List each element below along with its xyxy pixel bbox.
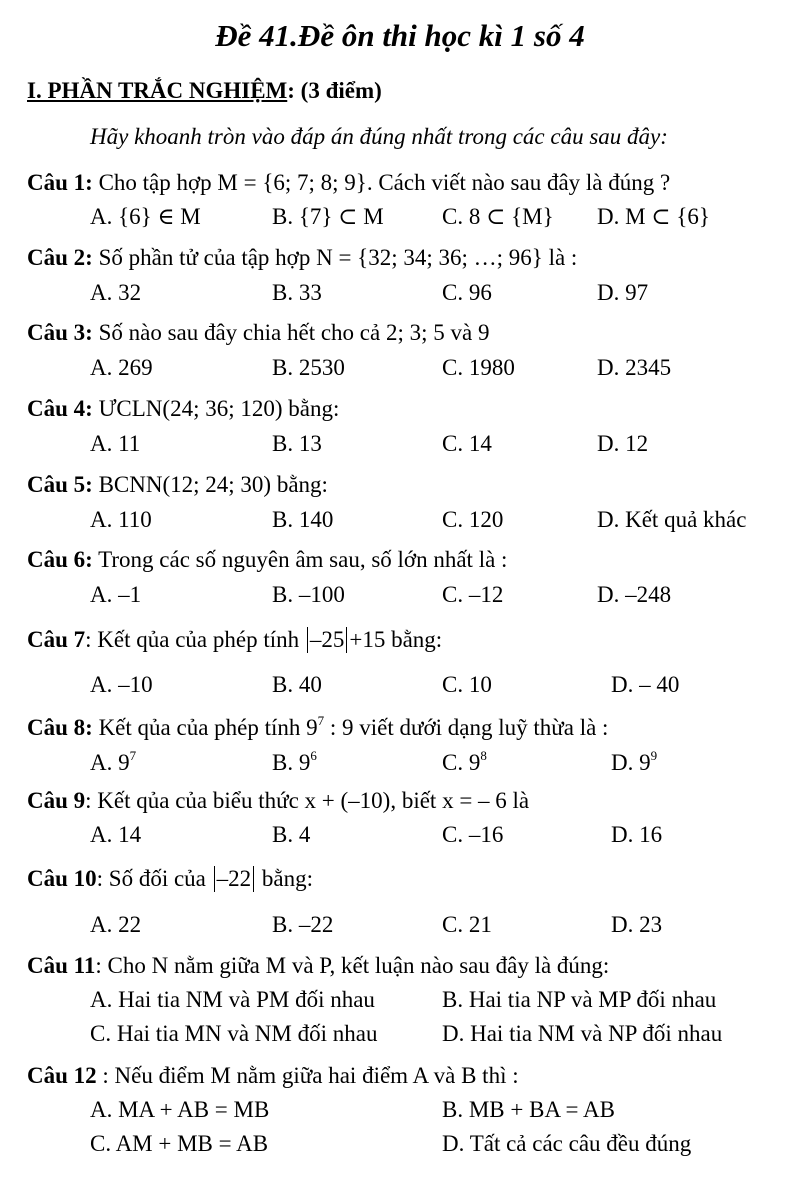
- option-c[interactable]: C. 1980: [442, 355, 515, 380]
- option-exponent: 7: [129, 748, 137, 763]
- option-b[interactable]: B. 2530: [272, 355, 345, 380]
- option-b[interactable]: [272, 748, 317, 776]
- option-d[interactable]: D. M ⊂ {6}: [597, 204, 710, 229]
- option-base: C. 9: [442, 750, 481, 775]
- option-b[interactable]: B. MB + BA = AB: [442, 1097, 615, 1122]
- absolute-value: –22: [214, 866, 255, 892]
- option-d[interactable]: D. 12: [597, 431, 649, 456]
- option-c[interactable]: C. 96: [442, 280, 492, 305]
- option-b[interactable]: B. 4: [272, 822, 311, 847]
- option-b[interactable]: B. 40: [272, 672, 322, 697]
- option-a[interactable]: A. –1: [90, 582, 142, 607]
- option-base: A. 9: [90, 750, 130, 775]
- exponent: 7: [317, 713, 325, 728]
- option-base: B. 9: [272, 750, 311, 775]
- option-c[interactable]: C. 10: [442, 672, 492, 697]
- question-9: [27, 788, 529, 814]
- option-c[interactable]: C. 8 ⊂ {M}: [442, 204, 554, 229]
- option-exponent: 8: [480, 748, 487, 763]
- question-2: [27, 245, 577, 271]
- question-text: : Kết qủa của biểu thức x + (–10), biết x = – 6 là: [85, 788, 530, 813]
- option-b[interactable]: B. Hai tia NP và MP đối nhau: [442, 987, 717, 1012]
- question-8: [27, 713, 608, 741]
- question-7: [27, 627, 442, 653]
- option-d[interactable]: D. –248: [597, 582, 672, 607]
- section-heading: [27, 78, 382, 104]
- question-text: Số phần tử của tập hợp N = {32; 34; 36; …; 96} là :: [92, 245, 578, 270]
- section-points: : (3 điểm): [287, 78, 382, 103]
- question-text-after: : 9 viết dưới dạng luỹ thừa là :: [324, 715, 609, 740]
- question-label: Câu 9: [27, 788, 86, 813]
- option-a[interactable]: A. –10: [90, 672, 153, 697]
- option-d[interactable]: D. 2345: [597, 355, 672, 380]
- question-text: Trong các số nguyên âm sau, số lớn nhất là :: [92, 547, 508, 572]
- question-text: : Nếu điểm M nằm giữa hai điểm A và B thì :: [96, 1063, 519, 1088]
- option-a[interactable]: A. MA + AB = MB: [90, 1097, 270, 1122]
- option-d[interactable]: D. Kết quả khác: [597, 507, 747, 532]
- option-c[interactable]: C. Hai tia MN và NM đối nhau: [90, 1021, 378, 1046]
- question-label: Câu 2:: [27, 245, 93, 270]
- question-6: [27, 547, 507, 573]
- absolute-value: –25: [307, 627, 348, 653]
- question-text: : Cho N nằm giữa M và P, kết luận nào sau đây là đúng:: [95, 953, 610, 978]
- option-c[interactable]: C. –12: [442, 582, 504, 607]
- option-a[interactable]: A. {6} ∈ M: [90, 204, 201, 229]
- option-d[interactable]: D. 23: [611, 912, 663, 937]
- question-text: Cho tập hợp M = {6; 7; 8; 9}. Cách viết nào sau đây là đúng ?: [92, 170, 671, 195]
- question-4: [27, 396, 339, 422]
- option-b[interactable]: B. {7} ⊂ M: [272, 204, 384, 229]
- option-a[interactable]: [90, 748, 136, 776]
- option-a[interactable]: A. 14: [90, 822, 142, 847]
- question-text: ƯCLN(24; 36; 120) bằng:: [92, 396, 340, 421]
- option-c[interactable]: C. AM + MB = AB: [90, 1131, 269, 1156]
- option-b[interactable]: B. 13: [272, 431, 322, 456]
- option-c[interactable]: C. 14: [442, 431, 492, 456]
- question-label: Câu 8:: [27, 715, 93, 740]
- question-5: [27, 472, 328, 498]
- question-label: Câu 7: [27, 627, 86, 652]
- question-text-after: +15 bằng:: [349, 627, 443, 652]
- option-a[interactable]: A. 110: [90, 507, 152, 532]
- question-label: Câu 1:: [27, 170, 93, 195]
- instruction: Hãy khoanh tròn vào đáp án đúng nhất trong các câu sau đây:: [90, 124, 668, 149]
- option-c[interactable]: C. –16: [442, 822, 504, 847]
- option-d[interactable]: D. 97: [597, 280, 649, 305]
- question-label: Câu 6:: [27, 547, 93, 572]
- option-a[interactable]: A. 32: [90, 280, 142, 305]
- question-text-before: : Kết qủa của phép tính: [85, 627, 305, 652]
- option-d[interactable]: D. 16: [611, 822, 663, 847]
- option-d[interactable]: [611, 748, 657, 776]
- question-label: Câu 5:: [27, 472, 93, 497]
- option-d[interactable]: D. Hai tia NM và NP đối nhau: [442, 1021, 723, 1046]
- option-base: D. 9: [611, 750, 651, 775]
- page-title: Đề 41.Đề ôn thi học kì 1 số 4: [215, 18, 585, 53]
- option-a[interactable]: A. Hai tia NM và PM đối nhau: [90, 987, 375, 1012]
- question-label: Câu 11: [27, 953, 96, 978]
- question-text-after: bằng:: [256, 866, 314, 891]
- option-exponent: 9: [650, 748, 658, 763]
- option-a[interactable]: A. 22: [90, 912, 142, 937]
- option-a[interactable]: A. 269: [90, 355, 153, 380]
- question-label: Câu 4:: [27, 396, 93, 421]
- question-text: BCNN(12; 24; 30) bằng:: [92, 472, 328, 497]
- option-b[interactable]: B. 33: [272, 280, 322, 305]
- question-10: [27, 866, 313, 892]
- option-c[interactable]: C. 21: [442, 912, 492, 937]
- question-12: [27, 1063, 519, 1089]
- question-text: Số nào sau đây chia hết cho cả 2; 3; 5 và 9: [92, 320, 490, 345]
- option-b[interactable]: B. –100: [272, 582, 345, 607]
- option-d[interactable]: D. Tất cả các câu đều đúng: [442, 1131, 692, 1156]
- option-a[interactable]: A. 11: [90, 431, 141, 456]
- question-1: [27, 170, 670, 196]
- question-3: [27, 320, 489, 346]
- option-b[interactable]: B. –22: [272, 912, 334, 937]
- option-exponent: 6: [310, 748, 317, 763]
- question-text-before: Kết qủa của phép tính 9: [92, 715, 318, 740]
- option-c[interactable]: C. 120: [442, 507, 504, 532]
- question-11: [27, 953, 609, 979]
- question-label: Câu 12: [27, 1063, 97, 1088]
- section-label: I. PHẦN TRẮC NGHIỆM: [27, 78, 288, 103]
- question-label: Câu 3:: [27, 320, 93, 345]
- question-text-before: : Số đối của: [96, 866, 212, 891]
- option-c[interactable]: [442, 748, 487, 776]
- option-b[interactable]: B. 140: [272, 507, 334, 532]
- option-d[interactable]: D. – 40: [611, 672, 680, 697]
- question-label: Câu 10: [27, 866, 97, 891]
